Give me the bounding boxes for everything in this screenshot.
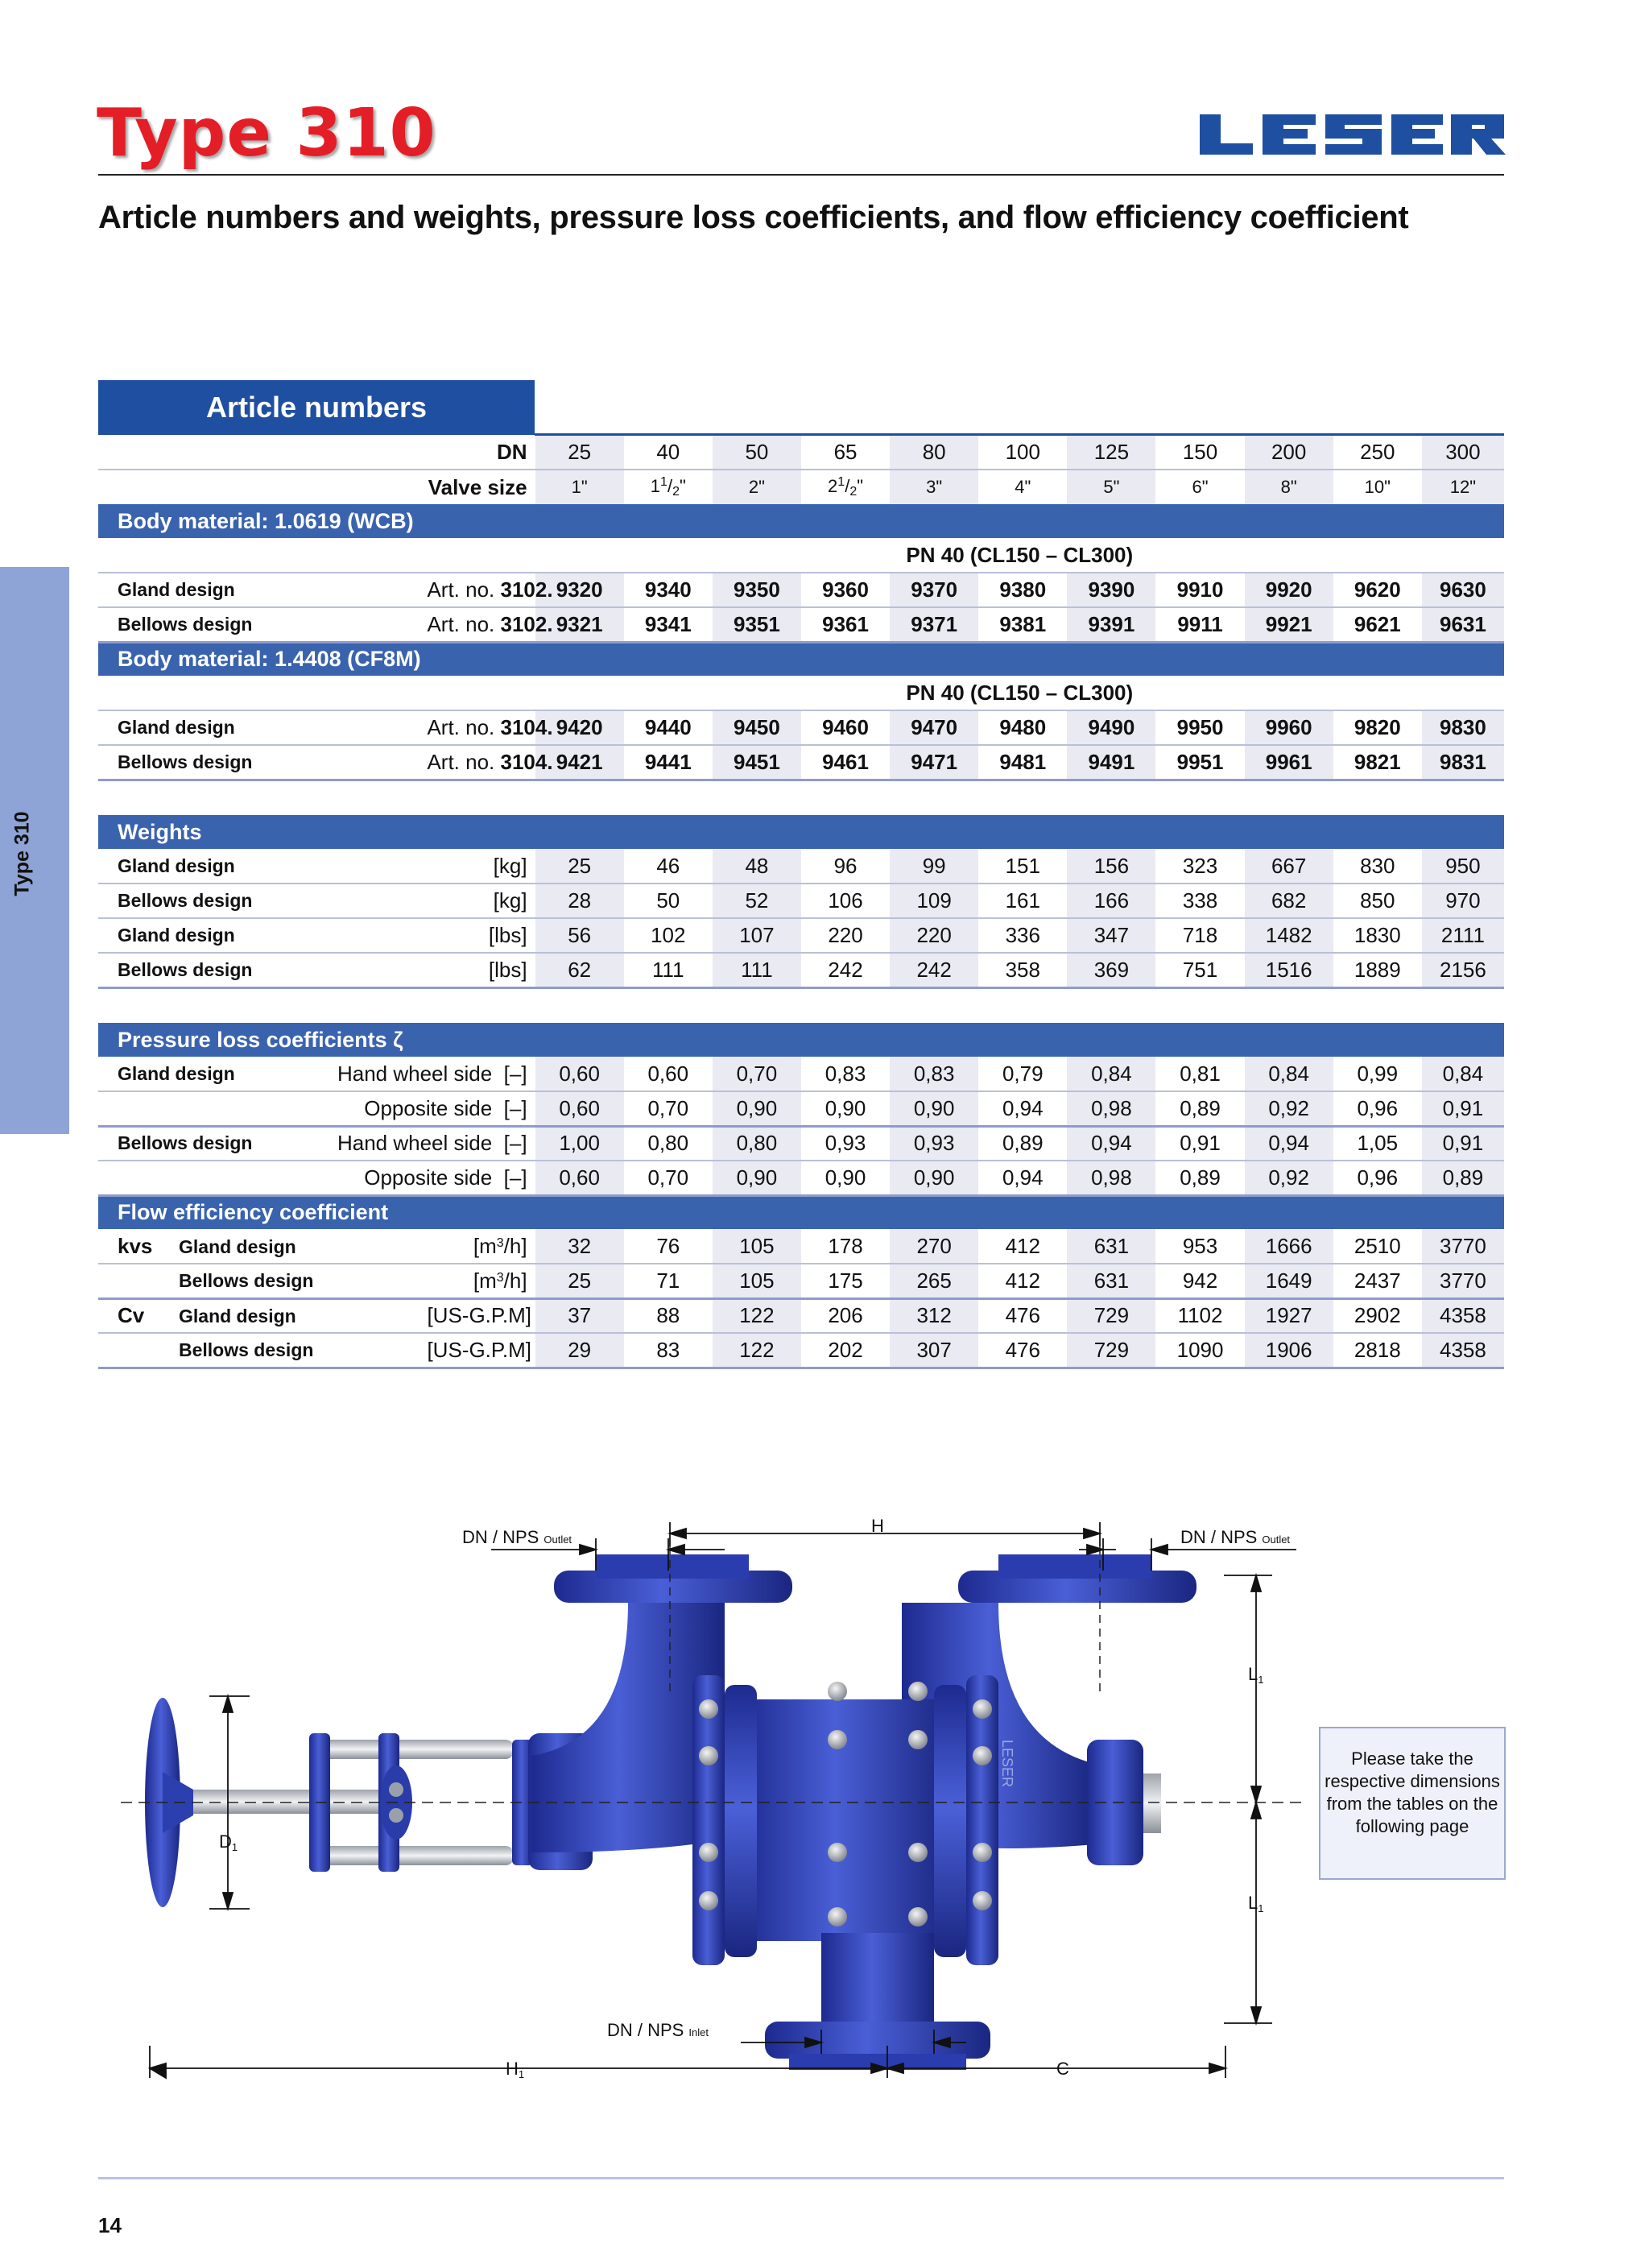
row-label: Gland design — [98, 918, 427, 953]
table-cell: 3770 — [1422, 1229, 1504, 1264]
table-cell: 2510 — [1333, 1229, 1422, 1264]
table-cell: 347 — [1067, 918, 1155, 953]
table-cell: 0,83 — [801, 1057, 890, 1091]
table-cell: 0,90 — [801, 1091, 890, 1126]
article-numbers-header: Article numbers — [98, 380, 535, 435]
table-cell: 1889 — [1333, 953, 1422, 987]
table-cell: 631 — [1067, 1264, 1155, 1298]
table-cell: 9481 — [978, 745, 1067, 780]
table-cell: 122 — [713, 1298, 801, 1333]
table-cell: 206 — [801, 1298, 890, 1333]
table-cell: 1830 — [1333, 918, 1422, 953]
section-band: Body material: 1.0619 (WCB) — [98, 504, 1504, 538]
table-row — [98, 1298, 1504, 1333]
table-cell: 0,90 — [713, 1161, 801, 1195]
table-cell: 9491 — [1067, 745, 1155, 780]
table-cell: 9321 — [535, 607, 624, 642]
table-cell: 50 — [713, 435, 801, 470]
table-cell: 0,89 — [1155, 1091, 1244, 1126]
table-cell: 65 — [801, 435, 890, 470]
table-cell: 0,84 — [1422, 1057, 1504, 1091]
table-cell: 0,94 — [1067, 1126, 1155, 1161]
table-cell: 2818 — [1333, 1333, 1422, 1368]
table-cell: 0,60 — [624, 1057, 713, 1091]
table-row — [98, 470, 1504, 504]
table-cell: 9340 — [624, 573, 713, 607]
table-cell: 102 — [624, 918, 713, 953]
table-cell: 0,79 — [978, 1057, 1067, 1091]
table-cell: 9380 — [978, 573, 1067, 607]
unit: [kg] — [427, 884, 535, 918]
table-cell: 0,60 — [535, 1091, 624, 1126]
unit: $[m^3/h]$ — [427, 1264, 535, 1298]
unit: [kg] — [427, 849, 535, 884]
table-cell: 1649 — [1245, 1264, 1333, 1298]
table-cell: 220 — [890, 918, 978, 953]
dimensions-note: Please take the respective dimensions from the tables on the following page — [1319, 1727, 1506, 1880]
table-cell: 950 — [1422, 849, 1504, 884]
row-label: Bellows design — [98, 884, 427, 918]
table-cell: 100 — [978, 435, 1067, 470]
table-cell: 0,60 — [535, 1161, 624, 1195]
table-cell: 9961 — [1245, 745, 1333, 780]
table-cell: 1,05 — [1333, 1126, 1422, 1161]
table-cell: 0,98 — [1067, 1161, 1155, 1195]
table-cell: 9950 — [1155, 710, 1244, 745]
table-row — [98, 1057, 1504, 1091]
table-row — [98, 849, 1504, 884]
row-side: Hand wheel side [–] — [211, 1126, 535, 1161]
table-cell: 202 — [801, 1333, 890, 1368]
table-cell: 111 — [624, 953, 713, 987]
table-cell: 9351 — [713, 607, 801, 642]
table-cell: 9960 — [1245, 710, 1333, 745]
table-cell: 1927 — [1245, 1298, 1333, 1333]
table-cell: 9471 — [890, 745, 978, 780]
table-cell: 105 — [713, 1229, 801, 1264]
table-cell: 161 — [978, 884, 1067, 918]
svg-text:LESER: LESER — [999, 1740, 1015, 1788]
unit: [lbs] — [427, 953, 535, 987]
pressure-rating: PN 40 (CL150 – CL300) — [535, 676, 1504, 710]
table-cell: 270 — [890, 1229, 978, 1264]
valve-size-cell: $2^1/_2$" — [828, 475, 864, 499]
table-cell: 25 — [535, 849, 624, 884]
page-title: Type 310 — [97, 95, 436, 172]
table-cell: 56 — [535, 918, 624, 953]
unit: [US-G.P.M] — [427, 1298, 535, 1333]
table-cell: 0,90 — [890, 1091, 978, 1126]
table-row — [98, 953, 1504, 987]
table-cell: 0,70 — [624, 1091, 713, 1126]
valve-size-cell: 8" — [1245, 470, 1333, 504]
row-label: Bellows design — [98, 607, 427, 642]
row-label: kvs Gland design — [98, 1229, 427, 1264]
table-cell: 0,80 — [713, 1126, 801, 1161]
valve-drawing — [113, 1498, 1320, 2110]
table-row — [98, 710, 1504, 745]
table-cell: 1906 — [1245, 1333, 1333, 1368]
table-cell: 751 — [1155, 953, 1244, 987]
table-cell: 9910 — [1155, 573, 1244, 607]
table-cell: 2437 — [1333, 1264, 1422, 1298]
row-label: Gland design — [98, 1057, 211, 1091]
art-no: Art. no. 3102. — [427, 573, 535, 607]
valve-size-cell: $1^1/_2$" — [650, 475, 686, 499]
table-cell: 830 — [1333, 849, 1422, 884]
table-cell: 0,80 — [624, 1126, 713, 1161]
table-cell: 200 — [1245, 435, 1333, 470]
table-cell: 1666 — [1245, 1229, 1333, 1264]
art-no: Art. no. 3104. — [427, 710, 535, 745]
table-cell: 242 — [801, 953, 890, 987]
table-row — [98, 538, 1504, 573]
table-cell: 151 — [978, 849, 1067, 884]
table-cell: 312 — [890, 1298, 978, 1333]
row-label: Gland design — [98, 573, 427, 607]
table-cell: 265 — [890, 1264, 978, 1298]
table-cell: 323 — [1155, 849, 1244, 884]
table-cell: 9370 — [890, 573, 978, 607]
row-label: Bellows design — [98, 1333, 427, 1368]
table-cell: 105 — [713, 1264, 801, 1298]
table-cell: 300 — [1422, 435, 1504, 470]
dim-d1: D1 — [219, 1831, 238, 1853]
table-cell: 369 — [1067, 953, 1155, 987]
table-cell: 9441 — [624, 745, 713, 780]
section-band: Flow efficiency coefficient — [98, 1195, 1504, 1229]
table-cell: 953 — [1155, 1229, 1244, 1264]
dim-h: H — [871, 1516, 884, 1536]
table-cell: 9461 — [801, 745, 890, 780]
table-row — [98, 884, 1504, 918]
leser-logo — [1200, 113, 1506, 158]
table-cell: 412 — [978, 1264, 1067, 1298]
table-cell: 99 — [890, 849, 978, 884]
table-cell: 0,89 — [1155, 1161, 1244, 1195]
table-cell: 76 — [624, 1229, 713, 1264]
table-cell: 358 — [978, 953, 1067, 987]
table-cell: 0,91 — [1422, 1126, 1504, 1161]
table-cell: 9620 — [1333, 573, 1422, 607]
table-cell: 52 — [713, 884, 801, 918]
table-cell: 242 — [890, 953, 978, 987]
table-cell: 667 — [1245, 849, 1333, 884]
table-cell: 9631 — [1422, 607, 1504, 642]
table-cell: 220 — [801, 918, 890, 953]
table-cell: 9451 — [713, 745, 801, 780]
page-number: 14 — [98, 2213, 122, 2237]
row-side: Opposite side [–] — [211, 1091, 535, 1126]
table-cell: 0,94 — [978, 1161, 1067, 1195]
table-cell: 166 — [1067, 884, 1155, 918]
table-cell: 106 — [801, 884, 890, 918]
table-cell: 107 — [713, 918, 801, 953]
row-side: Hand wheel side [–] — [211, 1057, 535, 1091]
table-cell: 0,81 — [1155, 1057, 1244, 1091]
table-cell: 9630 — [1422, 573, 1504, 607]
table-cell: 40 — [624, 435, 713, 470]
table-cell: 9460 — [801, 710, 890, 745]
table-cell: 9421 — [535, 745, 624, 780]
table-row — [98, 1126, 1504, 1161]
valve-size-cell: 6" — [1192, 477, 1209, 497]
table-cell: 1482 — [1245, 918, 1333, 953]
table-cell: 0,84 — [1245, 1057, 1333, 1091]
table-cell: 0,60 — [535, 1057, 624, 1091]
row-label — [98, 1091, 211, 1126]
table-cell: 9920 — [1245, 573, 1333, 607]
article-table — [98, 380, 1504, 1369]
table-cell: 9450 — [713, 710, 801, 745]
row-label: Gland design — [98, 849, 427, 884]
table-cell: 2156 — [1422, 953, 1504, 987]
unit: [lbs] — [427, 918, 535, 953]
table-cell: 96 — [801, 849, 890, 884]
table-cell: 9350 — [713, 573, 801, 607]
outlet-label-right: DN / NPS Outlet — [1180, 1527, 1291, 1547]
table-row — [98, 573, 1504, 607]
table-cell: 9911 — [1155, 607, 1244, 642]
table-cell: 0,93 — [890, 1126, 978, 1161]
table-cell: 62 — [535, 953, 624, 987]
table-cell: 25 — [535, 1264, 624, 1298]
table-cell: 4358 — [1422, 1298, 1504, 1333]
table-row — [98, 435, 1504, 470]
table-cell: 942 — [1155, 1264, 1244, 1298]
table-cell: 4358 — [1422, 1333, 1504, 1368]
table-cell: 9820 — [1333, 710, 1422, 745]
table-cell: 125 — [1067, 435, 1155, 470]
table-cell: 0,94 — [978, 1091, 1067, 1126]
table-cell: 0,92 — [1245, 1161, 1333, 1195]
table-row — [98, 607, 1504, 642]
dim-h1: H1 — [506, 2059, 525, 2080]
valve-size-cell: 1" — [535, 470, 624, 504]
row-label — [98, 1161, 211, 1195]
handwheel — [145, 1698, 193, 1907]
table-cell: 1,00 — [535, 1126, 624, 1161]
table-cell: 48 — [713, 849, 801, 884]
row-label: Bellows design — [98, 1126, 211, 1161]
table-row — [98, 1264, 1504, 1298]
table-cell: 729 — [1067, 1298, 1155, 1333]
table-row — [98, 1091, 1504, 1126]
table-cell: 0,70 — [713, 1057, 801, 1091]
table-cell: 0,96 — [1333, 1091, 1422, 1126]
table-cell: 476 — [978, 1298, 1067, 1333]
table-cell: 83 — [624, 1333, 713, 1368]
valve-size-cell: 3" — [890, 470, 978, 504]
table-row — [98, 918, 1504, 953]
table-cell: 412 — [978, 1229, 1067, 1264]
table-cell: 46 — [624, 849, 713, 884]
table-cell: 1090 — [1155, 1333, 1244, 1368]
table-cell: 718 — [1155, 918, 1244, 953]
table-cell: 3770 — [1422, 1264, 1504, 1298]
table-cell: 0,83 — [890, 1057, 978, 1091]
table-row — [98, 1229, 1504, 1264]
table-cell: 109 — [890, 884, 978, 918]
table-cell: 0,91 — [1422, 1091, 1504, 1126]
table-cell: 729 — [1067, 1333, 1155, 1368]
table-cell: 9621 — [1333, 607, 1422, 642]
outlet-label-left: DN / NPS Outlet — [462, 1527, 572, 1547]
section-band: Body material: 1.4408 (CF8M) — [98, 642, 1504, 676]
table-cell: 37 — [535, 1298, 624, 1333]
table-cell: 0,92 — [1245, 1091, 1333, 1126]
pressure-rating: PN 40 (CL150 – CL300) — [535, 538, 1504, 573]
section-band: Pressure loss coefficients ζ — [98, 1023, 1504, 1057]
table-cell: 28 — [535, 884, 624, 918]
table-cell: 150 — [1155, 435, 1244, 470]
table-cell: 9490 — [1067, 710, 1155, 745]
table-cell: 80 — [890, 435, 978, 470]
unit: $[m^3/h]$ — [427, 1229, 535, 1264]
table-cell: 111 — [713, 953, 801, 987]
table-cell: 9830 — [1422, 710, 1504, 745]
table-cell: 71 — [624, 1264, 713, 1298]
table-cell: 0,98 — [1067, 1091, 1155, 1126]
table-cell: 2902 — [1333, 1298, 1422, 1333]
table-cell: 336 — [978, 918, 1067, 953]
table-cell: 0,89 — [978, 1126, 1067, 1161]
table-cell: 9391 — [1067, 607, 1155, 642]
header-rule — [98, 174, 1504, 176]
table-cell: 156 — [1067, 849, 1155, 884]
valve-size-cell: 12" — [1422, 470, 1504, 504]
table-cell: 850 — [1333, 884, 1422, 918]
table-cell: 0,70 — [624, 1161, 713, 1195]
table-cell: 9951 — [1155, 745, 1244, 780]
valve-size-cell: 5" — [1067, 470, 1155, 504]
valve-size-cell: 2" — [713, 470, 801, 504]
table-cell: 0,96 — [1333, 1161, 1422, 1195]
table-cell: 9341 — [624, 607, 713, 642]
header-underline — [535, 433, 1504, 436]
valve-size-label: Valve size — [428, 474, 527, 499]
table-cell: 32 — [535, 1229, 624, 1264]
table-cell: 0,93 — [801, 1126, 890, 1161]
data-table — [98, 435, 1504, 1369]
table-cell: 970 — [1422, 884, 1504, 918]
table-cell: 9390 — [1067, 573, 1155, 607]
table-cell: 0,90 — [801, 1161, 890, 1195]
table-cell: 178 — [801, 1229, 890, 1264]
table-row — [98, 1333, 1504, 1368]
row-label: Bellows design — [98, 953, 427, 987]
valve-size-cell: 4" — [1015, 477, 1031, 497]
table-cell: 9361 — [801, 607, 890, 642]
table-cell: 9921 — [1245, 607, 1333, 642]
table-cell: 122 — [713, 1333, 801, 1368]
table-cell: 0,94 — [1245, 1126, 1333, 1161]
row-label: Bellows design — [98, 745, 427, 780]
table-cell: 9831 — [1422, 745, 1504, 780]
valve-size-cell: 10" — [1364, 477, 1391, 497]
table-row — [98, 745, 1504, 780]
inlet-label: DN / NPS Inlet — [607, 2020, 709, 2040]
side-tab-label: Type 310 — [10, 811, 34, 896]
table-cell: 0,89 — [1422, 1161, 1504, 1195]
dim-c: C — [1056, 2059, 1069, 2079]
dim-l1-top: L1 — [1248, 1664, 1264, 1686]
table-row — [98, 1161, 1504, 1195]
table-cell: 9360 — [801, 573, 890, 607]
section-band: Weights — [98, 815, 1504, 849]
table-cell: 9480 — [978, 710, 1067, 745]
footer-rule — [98, 2177, 1504, 2179]
table-cell: 682 — [1245, 884, 1333, 918]
table-cell: 307 — [890, 1333, 978, 1368]
table-cell: 9420 — [535, 710, 624, 745]
art-no: Art. no. 3102. — [427, 607, 535, 642]
table-cell: 338 — [1155, 884, 1244, 918]
row-label: Gland design — [98, 710, 427, 745]
table-cell: 29 — [535, 1333, 624, 1368]
table-cell: 0,99 — [1333, 1057, 1422, 1091]
table-cell: 1102 — [1155, 1298, 1244, 1333]
table-cell: 9440 — [624, 710, 713, 745]
row-label: Bellows design — [98, 1264, 427, 1298]
dn-label: DN — [211, 435, 535, 470]
page-subtitle: Article numbers and weights, pressure loss coefficients, and flow efficiency coefficient — [98, 200, 1409, 235]
table-cell: 476 — [978, 1333, 1067, 1368]
table-row — [98, 676, 1504, 710]
table-cell: 0,90 — [890, 1161, 978, 1195]
table-cell: 9320 — [535, 573, 624, 607]
table-cell: 631 — [1067, 1229, 1155, 1264]
art-no: Art. no. 3104. — [427, 745, 535, 780]
table-cell: 175 — [801, 1264, 890, 1298]
table-cell: 9470 — [890, 710, 978, 745]
table-cell: 0,84 — [1067, 1057, 1155, 1091]
unit: [US-G.P.M] — [427, 1333, 535, 1368]
row-label: Cv Gland design — [98, 1298, 427, 1333]
table-cell: 25 — [535, 435, 624, 470]
table-cell: 9821 — [1333, 745, 1422, 780]
table-cell: 2111 — [1422, 918, 1504, 953]
table-cell: 250 — [1333, 435, 1422, 470]
table-cell: 9381 — [978, 607, 1067, 642]
table-cell: 50 — [624, 884, 713, 918]
dim-l1-bottom: L1 — [1248, 1893, 1264, 1914]
row-side: Opposite side [–] — [211, 1161, 535, 1195]
table-cell: 9371 — [890, 607, 978, 642]
table-cell: 88 — [624, 1298, 713, 1333]
table-cell: 0,91 — [1155, 1126, 1244, 1161]
table-cell: 0,90 — [713, 1091, 801, 1126]
table-cell: 1516 — [1245, 953, 1333, 987]
